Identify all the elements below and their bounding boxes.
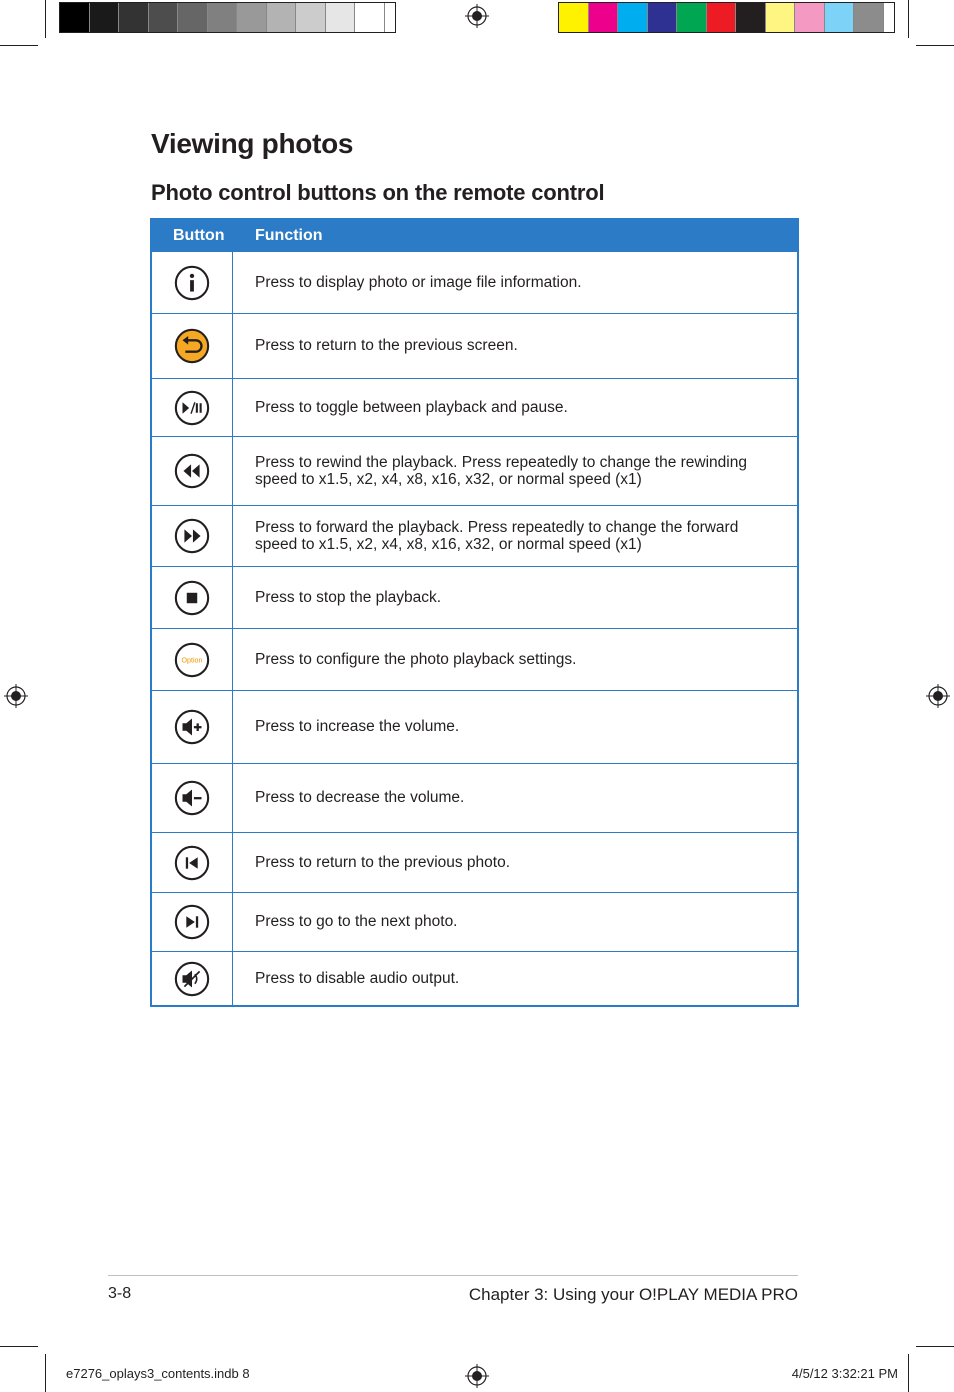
crop-mark bbox=[916, 45, 954, 46]
color-swatch bbox=[707, 3, 737, 32]
table-row bbox=[152, 505, 797, 566]
color-swatch bbox=[677, 3, 707, 32]
color-swatch bbox=[60, 3, 90, 32]
page-number: 3-8 bbox=[108, 1285, 132, 1302]
registration-mark-icon bbox=[465, 1364, 489, 1388]
registration-mark-icon bbox=[465, 4, 489, 28]
table-row bbox=[152, 436, 797, 505]
color-swatch bbox=[825, 3, 855, 32]
info-icon bbox=[173, 264, 211, 302]
table-row bbox=[152, 832, 797, 892]
color-swatch bbox=[736, 3, 766, 32]
section-title: Photo control buttons on the remote control bbox=[151, 180, 605, 205]
option-icon bbox=[173, 641, 211, 679]
color-swatch bbox=[149, 3, 179, 32]
row-description: Press to display photo or image file information. bbox=[255, 273, 582, 291]
crop-mark bbox=[908, 0, 909, 38]
crop-mark bbox=[908, 1354, 909, 1392]
color-swatch bbox=[326, 3, 356, 32]
previous-icon bbox=[173, 844, 211, 882]
color-swatch bbox=[648, 3, 678, 32]
color-swatch bbox=[795, 3, 825, 32]
header-button: Button bbox=[173, 227, 225, 244]
row-description: Press to toggle between playback and pause. bbox=[255, 398, 568, 416]
table-row bbox=[152, 628, 797, 690]
color-swatch bbox=[90, 3, 120, 32]
registration-mark-icon bbox=[926, 684, 950, 708]
color-swatch bbox=[589, 3, 619, 32]
row-description: Press to decrease the volume. bbox=[255, 789, 465, 807]
crop-mark bbox=[0, 45, 38, 46]
row-description: Press to increase the volume. bbox=[255, 718, 460, 736]
crop-mark bbox=[916, 1346, 954, 1347]
grayscale-bar bbox=[59, 2, 396, 33]
color-swatch bbox=[296, 3, 326, 32]
table-row bbox=[152, 763, 797, 832]
rewind-icon bbox=[173, 452, 211, 490]
table-row bbox=[152, 313, 797, 378]
stop-icon bbox=[173, 579, 211, 617]
table-row bbox=[152, 690, 797, 763]
color-swatch bbox=[559, 3, 589, 32]
crop-mark bbox=[45, 1354, 46, 1392]
chapter-title: Chapter 3: Using your O!PLAY MEDIA PRO bbox=[468, 1285, 798, 1304]
header-function: Function bbox=[255, 227, 323, 244]
table-header bbox=[152, 220, 797, 251]
color-swatch bbox=[237, 3, 267, 32]
row-description: Press to go to the next photo. bbox=[255, 913, 458, 931]
color-bar bbox=[558, 2, 895, 33]
return-icon bbox=[173, 327, 211, 365]
table-row bbox=[152, 951, 797, 1005]
color-swatch bbox=[854, 3, 884, 32]
color-swatch bbox=[355, 3, 385, 32]
button-function-table bbox=[150, 218, 799, 1007]
next-icon bbox=[173, 903, 211, 941]
registration-mark-icon bbox=[4, 684, 28, 708]
row-description: Press to rewind the playback. Press repeatedly to change the rewinding speed to x1.5, x2, x4, x8, x16, x32, or normal speed (x1) bbox=[255, 453, 747, 488]
crop-mark bbox=[0, 1346, 38, 1347]
table-row bbox=[152, 892, 797, 951]
fast-forward-icon bbox=[173, 517, 211, 555]
color-swatch bbox=[766, 3, 796, 32]
row-description: Press to return to the previous photo. bbox=[255, 853, 511, 871]
volume-up-icon bbox=[173, 708, 211, 746]
table-row bbox=[152, 251, 797, 313]
footer-divider bbox=[108, 1275, 798, 1276]
page-title: Viewing photos bbox=[151, 128, 354, 159]
row-description: Press to return to the previous screen. bbox=[255, 337, 518, 355]
table-row bbox=[152, 566, 797, 628]
mute-icon bbox=[173, 960, 211, 998]
crop-mark bbox=[45, 0, 46, 38]
color-swatch bbox=[267, 3, 297, 32]
slug-date: 4/5/12 3:32:21 PM bbox=[791, 1366, 898, 1381]
row-description: Press to disable audio output. bbox=[255, 969, 460, 987]
slug-filename: e7276_oplays3_contents.indb 8 bbox=[66, 1366, 250, 1381]
table-row bbox=[152, 378, 797, 436]
row-description: Press to stop the playback. bbox=[255, 588, 442, 606]
color-swatch bbox=[208, 3, 238, 32]
svg-text:Option: Option bbox=[181, 655, 203, 664]
color-swatch bbox=[119, 3, 149, 32]
play-pause-icon bbox=[173, 389, 211, 427]
color-swatch bbox=[178, 3, 208, 32]
volume-down-icon bbox=[173, 779, 211, 817]
row-description: Press to configure the photo playback settings. bbox=[255, 650, 577, 668]
color-swatch bbox=[618, 3, 648, 32]
row-description: Press to forward the playback. Press repeatedly to change the forward speed to x1.5, x2, x4, x8, x16, x32, or normal speed (x1) bbox=[255, 518, 739, 553]
